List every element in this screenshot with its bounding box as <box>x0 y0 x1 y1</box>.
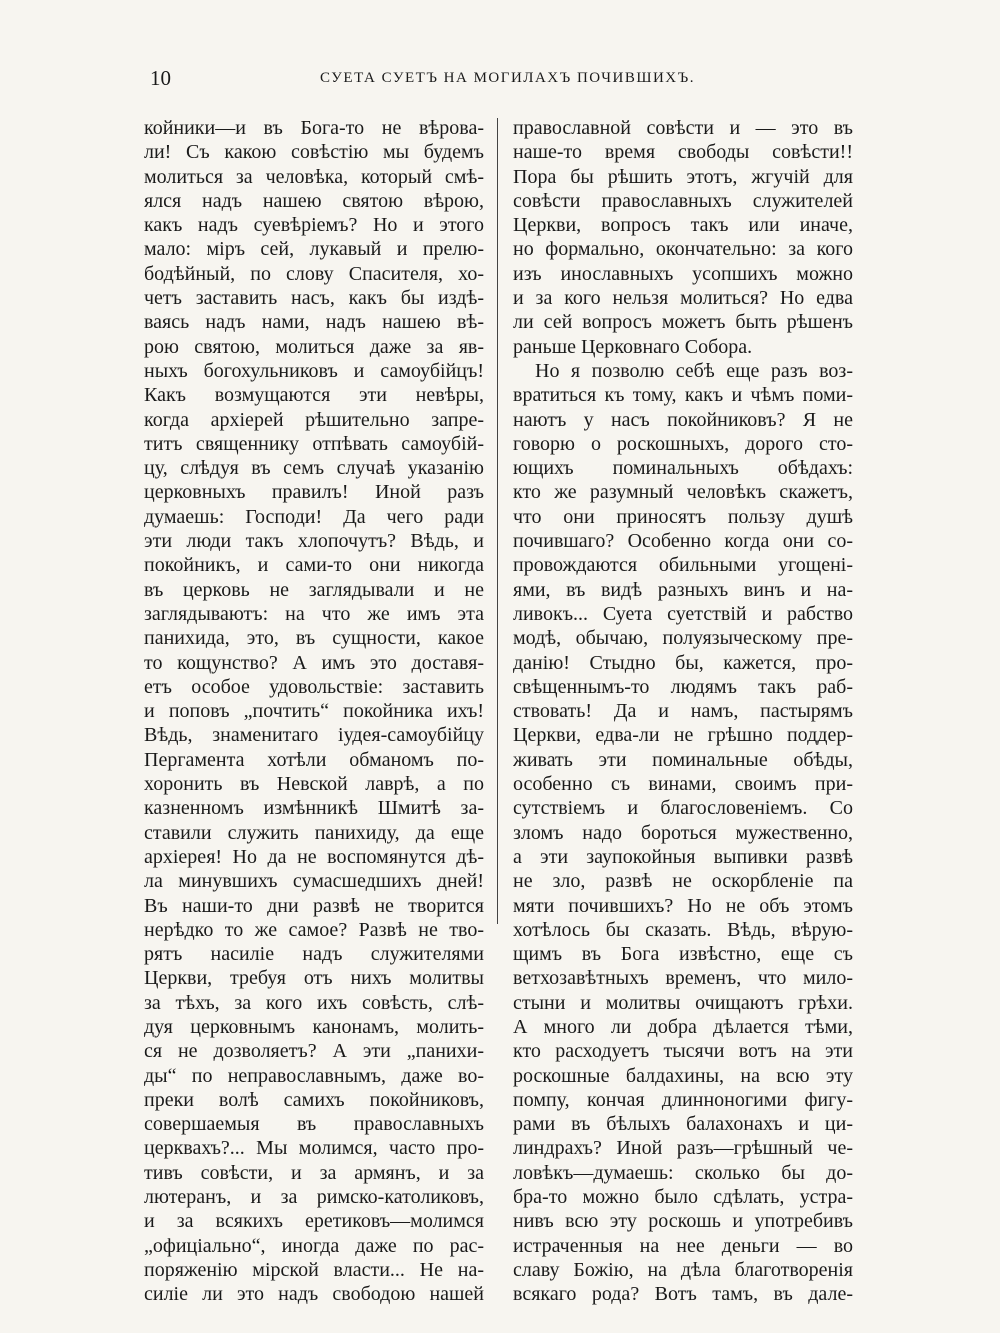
text-line: и за кого нельзя молиться? Но едва <box>513 287 853 310</box>
text-line: то кощунство? А имъ это доставя- <box>144 651 484 674</box>
text-line: нерѣдко то же самое? Развѣ не тво- <box>144 918 484 941</box>
text-line: особенно съ винами, своимъ при- <box>513 773 853 796</box>
text-line: славу Божію, на дѣла благотворенія <box>513 1258 853 1281</box>
text-line: етъ особое удовольствіе: заставить <box>144 675 484 698</box>
text-line: сутствіемъ и благословеніемъ. Со <box>513 797 853 820</box>
text-line: помпу, кончая длинноногими фигу- <box>513 1088 853 1111</box>
text-line: покойникъ, и сами-то они никогда <box>144 554 484 577</box>
column-divider <box>497 118 498 924</box>
text-line: но формально, окончательно: за кого <box>513 238 853 261</box>
text-line: кто расходуетъ тысячи вотъ на эти <box>513 1040 853 1063</box>
text-line: Какъ возмущаются эти невѣры, <box>144 384 484 407</box>
text-line: зломъ надо бороться мужественно, <box>513 821 853 844</box>
text-line: рою святою, молиться даже за яв- <box>144 335 484 358</box>
text-line: и за всякихъ еретиковъ—молимся <box>144 1210 484 1233</box>
text-line: кто же разумный человѣкъ скажетъ, <box>513 481 853 504</box>
text-line: наше-то время свободы совѣсти!! <box>513 141 853 164</box>
text-line: „офиціально“, иногда даже по рас- <box>144 1234 484 1257</box>
text-line: а эти заупокойныя выпивки развѣ <box>513 845 853 868</box>
text-line: говорю о роскошныхъ, дорого сто- <box>513 432 853 455</box>
text-line: бра-то можно было сдѣлать, устра- <box>513 1186 853 1209</box>
text-line: мало: міръ сей, лукавый и прелю- <box>144 238 484 261</box>
text-line: стыни и молитвы очищаютъ грѣхи. <box>513 991 853 1014</box>
text-line: совершаемыя въ православныхъ <box>144 1113 484 1136</box>
text-line: ставили служить панихиду, да еще <box>144 821 484 844</box>
text-line: хотѣлось бы сказать. Вѣдь, вѣрую- <box>513 918 853 941</box>
text-line: панихида, это, въ сущности, какое <box>144 627 484 650</box>
right-column <box>513 116 853 1307</box>
text-line: церквахъ?... Мы молимся, часто про- <box>144 1137 484 1160</box>
text-line: бодѣйный, по слову Спасителя, хо- <box>144 262 484 285</box>
text-line: хоронить въ Невской лаврѣ, а по <box>144 773 484 796</box>
left-column <box>144 116 484 1307</box>
text-line: мяти почившихъ? Но не объ этомъ <box>513 894 853 917</box>
page-header <box>150 66 850 92</box>
text-line: дуя церковнымъ канонамъ, молить- <box>144 1015 484 1038</box>
text-line: ловѣкъ—думаешь: сколько бы до- <box>513 1161 853 1184</box>
text-line: истраченныя на нее деньги — во <box>513 1234 853 1257</box>
text-line: что они приносятъ пользу душѣ <box>513 505 853 528</box>
text-line: титъ священнику отпѣвать самоубій- <box>144 432 484 455</box>
text-line: ды“ по неправославнымъ, даже во- <box>144 1064 484 1087</box>
text-line: Пергамента хотѣли обманомъ по- <box>144 748 484 771</box>
text-line: А много ли добра дѣлается тѣми, <box>513 1015 853 1038</box>
text-line: ли! Съ какою совѣстію мы будемъ <box>144 141 484 164</box>
text-line: модѣ, обычаю, полуязыческому пре- <box>513 627 853 650</box>
text-line: эти люди такъ хлопочутъ? Вѣдь, и <box>144 530 484 553</box>
text-line: казненномъ измѣнникѣ Шмитѣ за- <box>144 797 484 820</box>
text-line: Церкви, едва-ли не грѣшно поддер- <box>513 724 853 747</box>
text-line: рятъ насиліе надъ служителями <box>144 943 484 966</box>
text-line: Въ наши-то дни развѣ не творится <box>144 894 484 917</box>
text-line: какъ надъ суевѣріемъ? Но и этого <box>144 214 484 237</box>
text-line: ныхъ богохульниковъ и самоубійцъ! <box>144 359 484 382</box>
text-line: преки волѣ самихъ покойниковъ, <box>144 1088 484 1111</box>
text-line: ялся надъ нашею святою вѣрою, <box>144 189 484 212</box>
text-line: ствовать! Да и намъ, пастырямъ <box>513 700 853 723</box>
text-line: нивъ всю эту роскошь и употребивъ <box>513 1210 853 1233</box>
text-line: всякаго рода? Вотъ тамъ, въ дале- <box>513 1283 853 1306</box>
text-line: линдрахъ? Иной разъ—грѣшный че- <box>513 1137 853 1160</box>
text-line: раньше Церковнаго Собора. <box>513 335 753 358</box>
page-number: 10 <box>150 66 171 90</box>
text-line: ся не дозволяетъ? А эти „панихи- <box>144 1040 484 1063</box>
text-line: Но я позволю себѣ еще разъ воз- <box>535 359 853 382</box>
text-line: думаешь: Господи! Да чего ради <box>144 505 484 528</box>
text-line: цу, слѣдуя въ семъ случаѣ указанію <box>144 457 484 480</box>
text-line: ли сей вопросъ можетъ быть рѣшенъ <box>513 311 853 334</box>
text-line: архіерея! Но да не воспомянутся дѣ- <box>144 845 484 868</box>
text-line: Церкви, вопросъ такъ или иначе, <box>513 214 853 237</box>
text-line: ливокъ... Суета суетствій и рабство <box>513 602 853 625</box>
text-line: изъ инославныхъ усопшихъ можно <box>513 262 853 285</box>
text-line: четъ заставить насъ, какъ бы издѣ- <box>144 287 484 310</box>
text-line: силіе ли это надъ свободою нашей <box>144 1283 484 1306</box>
text-line: поряженію мірской власти... Не на- <box>144 1258 484 1281</box>
text-line: не зло, развѣ не оскорбленіе па <box>513 870 853 893</box>
text-line: провождаются обильными угощені- <box>513 554 853 577</box>
text-line: за тѣхъ, за кого ихъ совѣсть, слѣ- <box>144 991 484 1014</box>
text-line: ваясь надъ нами, надъ нашею вѣ- <box>144 311 484 334</box>
text-line: молиться за человѣка, который смѣ- <box>144 165 484 188</box>
text-line: данію! Стыдно бы, кажется, про- <box>513 651 853 674</box>
text-line: Вѣдь, знаменитаго іудея-самоубійцу <box>144 724 484 747</box>
text-line: лютеранъ, и за римско-католиковъ, <box>144 1186 484 1209</box>
text-line: и поповъ „почтить“ покойника ихъ! <box>144 700 484 723</box>
text-line: щимъ въ Бога извѣстно, еще съ <box>513 943 853 966</box>
text-line: вратиться къ тому, какъ и чѣмъ поми- <box>513 384 853 407</box>
text-line: заглядываютъ: на что же имъ эта <box>144 602 484 625</box>
text-line: тивъ совѣсти, и за армянъ, и за <box>144 1161 484 1184</box>
text-line: ветхозавѣтныхъ временъ, что мило- <box>513 967 853 990</box>
text-line: въ церковь не заглядывали и не <box>144 578 484 601</box>
text-line: Пора бы рѣшить этотъ, жгучій для <box>513 165 853 188</box>
text-line: ями, въ видѣ разныхъ винъ и на- <box>513 578 853 601</box>
text-line: совѣсти православныхъ служителей <box>513 189 853 212</box>
text-line: ющихъ поминальныхъ обѣдахъ: <box>513 457 853 480</box>
text-line: роскошные балдахины, на всю эту <box>513 1064 853 1087</box>
text-line: Церкви, требуя отъ нихъ молитвы <box>144 967 484 990</box>
text-line: живать эти поминальные обѣды, <box>513 748 853 771</box>
text-line: койники—и въ Бога-то не вѣрова- <box>144 117 484 139</box>
text-line: церковныхъ правилъ! Иной разъ <box>144 481 484 504</box>
text-line: почившаго? Особенно когда они со- <box>513 530 853 553</box>
text-line: православной совѣсти и — это въ <box>513 117 853 139</box>
text-line: наютъ у насъ покойниковъ? Я не <box>513 408 853 431</box>
running-title: СУЕТА СУЕТЪ НА МОГИЛАХЪ ПОЧИВШИХЪ. <box>320 70 695 86</box>
text-line: свѣщеннымъ-то людямъ такъ раб- <box>513 675 853 698</box>
text-line: когда архіерей рѣшительно запре- <box>144 408 484 431</box>
text-line: рами въ бѣлыхъ балахонахъ и ци- <box>513 1113 853 1136</box>
text-line: ла минувшихъ сумасшедшихъ дней! <box>144 870 484 893</box>
